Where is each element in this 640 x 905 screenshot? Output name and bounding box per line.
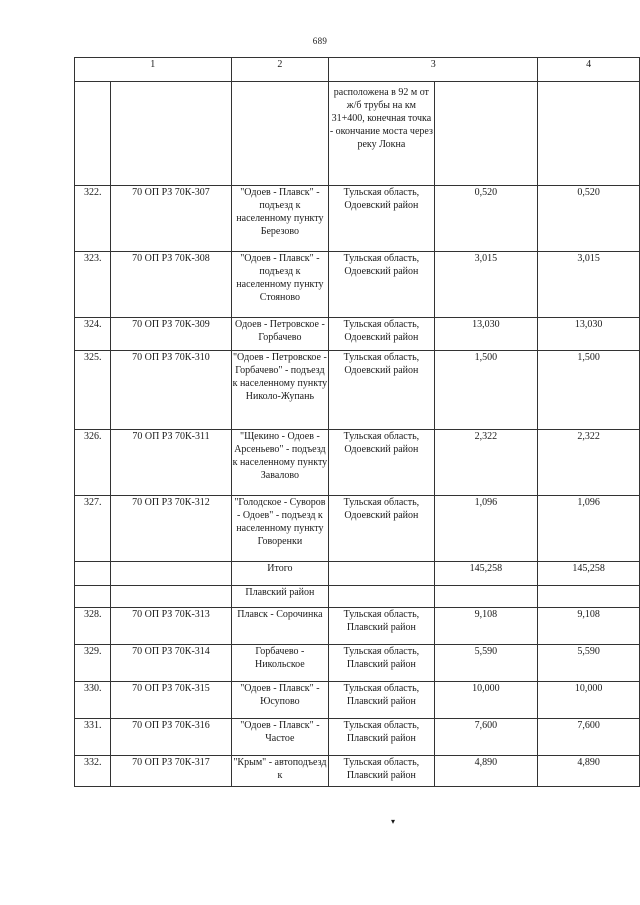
road-length: 3,015 (434, 252, 538, 318)
table-row (75, 682, 640, 719)
table-row (75, 756, 640, 787)
header-col-2: 2 (231, 58, 329, 82)
table-row (75, 186, 640, 252)
road-length-total: 13,030 (538, 318, 640, 351)
road-code: 70 ОП РЗ 70К-316 (111, 719, 231, 756)
road-name: "Одоев - Плавск" - Частое (231, 719, 329, 756)
road-name: "Крым" - автоподъезд к (231, 756, 329, 787)
section-title: Плавский район (231, 586, 329, 608)
road-name: Плавск - Сорочинка (231, 608, 329, 645)
row-number: 330. (75, 682, 111, 719)
road-length-total: 7,600 (538, 719, 640, 756)
road-length-total: 1,500 (538, 351, 640, 430)
row-number: 323. (75, 252, 111, 318)
table-row (75, 645, 640, 682)
table-row (75, 430, 640, 496)
road-location: Тульская область, Плавский район (329, 682, 434, 719)
row-number: 328. (75, 608, 111, 645)
road-location: Тульская область, Одоевский район (329, 430, 434, 496)
road-name: Горбачево - Никольское (231, 645, 329, 682)
road-length: 0,520 (434, 186, 538, 252)
road-code: 70 ОП РЗ 70К-313 (111, 608, 231, 645)
table-row (75, 496, 640, 562)
continuation-row (75, 82, 640, 186)
total-label: Итого (231, 562, 329, 586)
road-length: 13,030 (434, 318, 538, 351)
road-length-total: 4,890 (538, 756, 640, 787)
road-location: Тульская область, Одоевский район (329, 252, 434, 318)
header-col-3: 3 (329, 58, 538, 82)
road-length-total: 3,015 (538, 252, 640, 318)
row-number: 329. (75, 645, 111, 682)
road-name: "Одоев - Плавск" - подъезд к населенному пункту Березово (231, 186, 329, 252)
road-length-total: 9,108 (538, 608, 640, 645)
table-row (75, 252, 640, 318)
road-length-total: 5,590 (538, 645, 640, 682)
header-col-1: 1 (75, 58, 232, 82)
road-name: Одоев - Петровское - Горбачево (231, 318, 329, 351)
road-name: "Одоев - Плавск" - Юсупово (231, 682, 329, 719)
road-code: 70 ОП РЗ 70К-309 (111, 318, 231, 351)
road-length-total: 10,000 (538, 682, 640, 719)
road-length: 7,600 (434, 719, 538, 756)
row-number: 327. (75, 496, 111, 562)
road-location: Тульская область, Одоевский район (329, 351, 434, 430)
row-number: 322. (75, 186, 111, 252)
road-location: Тульская область, Одоевский район (329, 496, 434, 562)
road-length: 1,096 (434, 496, 538, 562)
road-length-total: 2,322 (538, 430, 640, 496)
road-location: Тульская область, Плавский район (329, 756, 434, 787)
header-col-4: 4 (538, 58, 640, 82)
row-number: 326. (75, 430, 111, 496)
road-length-total: 1,096 (538, 496, 640, 562)
table-row (75, 719, 640, 756)
road-length: 5,590 (434, 645, 538, 682)
road-code: 70 ОП РЗ 70К-310 (111, 351, 231, 430)
table-row (75, 318, 640, 351)
road-name: "Щекино - Одоев - Арсеньево" - подъезд к населенному пункту Завалово (231, 430, 329, 496)
road-code: 70 ОП РЗ 70К-315 (111, 682, 231, 719)
road-location: Тульская область, Одоевский район (329, 318, 434, 351)
road-code: 70 ОП РЗ 70К-311 (111, 430, 231, 496)
total-value: 145,258 (434, 562, 538, 586)
row-number: 324. (75, 318, 111, 351)
road-location: Тульская область, Одоевский район (329, 186, 434, 252)
row-number: 332. (75, 756, 111, 787)
page-number: 689 (312, 36, 328, 46)
road-location: Тульская область, Плавский район (329, 608, 434, 645)
road-length-total: 0,520 (538, 186, 640, 252)
continuation-text: расположена в 92 м от ж/б трубы на км 31+400, конечная точка - окончание моста через реку Локна (329, 82, 434, 186)
scan-mark: ▾ (391, 817, 396, 826)
road-length: 1,500 (434, 351, 538, 430)
road-length: 2,322 (434, 430, 538, 496)
table-header-row (75, 58, 640, 82)
roads-table (74, 57, 640, 787)
road-length: 10,000 (434, 682, 538, 719)
road-name: "Одоев - Плавск" - подъезд к населенному пункту Стояново (231, 252, 329, 318)
road-code: 70 ОП РЗ 70К-317 (111, 756, 231, 787)
total-value-2: 145,258 (538, 562, 640, 586)
row-number: 331. (75, 719, 111, 756)
road-code: 70 ОП РЗ 70К-314 (111, 645, 231, 682)
table-row (75, 351, 640, 430)
table-row (75, 608, 640, 645)
road-code: 70 ОП РЗ 70К-307 (111, 186, 231, 252)
total-row (75, 562, 640, 586)
road-name: "Голодское - Суворов - Одоев" - подъезд к населенному пункту Говоренки (231, 496, 329, 562)
road-code: 70 ОП РЗ 70К-312 (111, 496, 231, 562)
road-location: Тульская область, Плавский район (329, 719, 434, 756)
road-name: "Одоев - Петровское - Горбачево" - подъезд к населенному пункту Николо-Жупань (231, 351, 329, 430)
section-row (75, 586, 640, 608)
road-code: 70 ОП РЗ 70К-308 (111, 252, 231, 318)
road-length: 4,890 (434, 756, 538, 787)
road-length: 9,108 (434, 608, 538, 645)
row-number: 325. (75, 351, 111, 430)
road-location: Тульская область, Плавский район (329, 645, 434, 682)
